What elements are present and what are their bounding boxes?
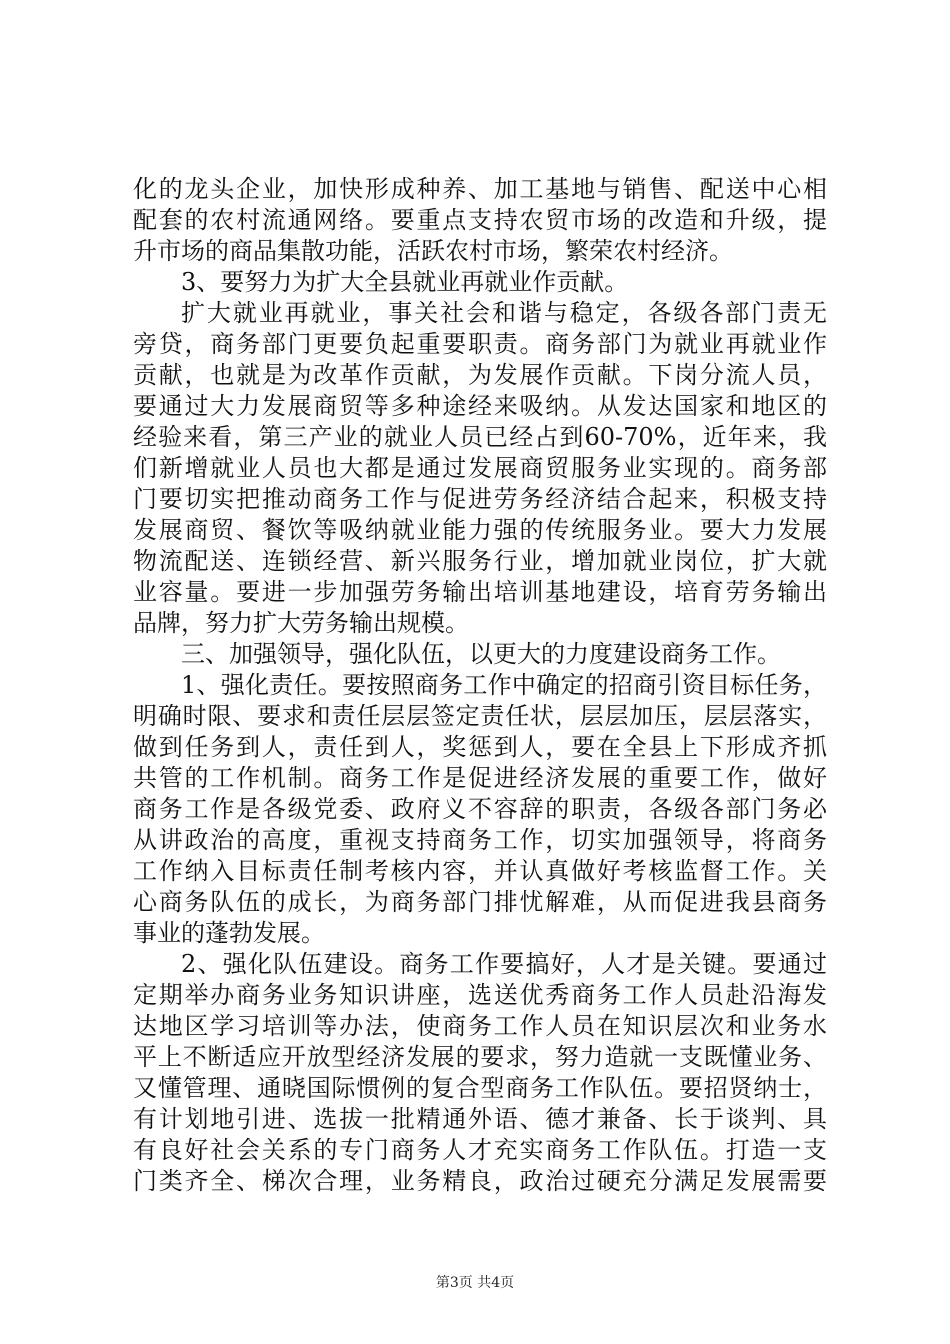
text-line: 平上不断适应开放型经济发展的要求，努力造就一支既懂业务、 <box>133 1043 827 1071</box>
text-line: 配套的农村流通网络。要重点支持农贸市场的改造和升级，提 <box>133 206 827 234</box>
text-line: 要通过大力发展商贸等多种途经来吸纳。从发达国家和地区的 <box>133 392 827 420</box>
text-line: 品牌，努力扩大劳务输出规模。 <box>133 609 469 637</box>
text-line: 有计划地引进、选拔一批精通外语、德才兼备、长于谈判、具 <box>133 1105 827 1133</box>
text-line: 定期举办商务业务知识讲座，选送优秀商务工作人员赴沿海发 <box>133 981 827 1009</box>
text-line: 共管的工作机制。商务工作是促进经济发展的重要工作，做好 <box>133 764 827 792</box>
text-line: 升市场的商品集散功能，活跃农村市场，繁荣农村经济。 <box>133 237 733 265</box>
text-line: 2、强化队伍建设。商务工作要搞好，人才是关键。要通过 <box>181 950 827 978</box>
page-number-label: 第3页 共4页 <box>435 1275 515 1291</box>
text-line: 贡献，也就是为改革作贡献，为发展作贡献。下岗分流人员， <box>133 361 827 389</box>
text-line: 又懂管理、通晓国际惯例的复合型商务工作队伍。要招贤纳士， <box>133 1074 827 1102</box>
text-line: 3、要努力为扩大全县就业再就业作贡献。 <box>181 268 629 296</box>
text-line: 化的龙头企业，加快形成种养、加工基地与销售、配送中心相 <box>133 175 827 203</box>
document-body <box>133 174 827 1197</box>
text-line: 工作纳入目标责任制考核内容，并认真做好考核监督工作。关 <box>133 857 827 885</box>
text-line: 事业的蓬勃发展。 <box>133 919 325 947</box>
text-line: 从讲政治的高度，重视支持商务工作，切实加强领导，将商务 <box>133 826 827 854</box>
text-line: 们新增就业人员也大都是通过发展商贸服务业实现的。商务部 <box>133 454 827 482</box>
text-line: 业容量。要进一步加强劳务输出培训基地建设，培育劳务输出 <box>133 578 827 606</box>
text-line: 扩大就业再就业，事关社会和谐与稳定，各级各部门责无 <box>181 299 827 327</box>
text-line: 达地区学习培训等办法，使商务工作人员在知识层次和业务水 <box>133 1012 827 1040</box>
text-line: 明确时限、要求和责任层层签定责任状，层层加压，层层落实， <box>133 702 827 730</box>
text-line: 心商务队伍的成长，为商务部门排忧解难，从而促进我县商务 <box>133 888 827 916</box>
page-footer <box>0 1273 950 1293</box>
text-line: 门类齐全、梯次合理，业务精良，政治过硬充分满足发展需要 <box>133 1167 827 1195</box>
text-line: 经验来看，第三产业的就业人员已经占到60-70%，近年来，我 <box>133 423 827 451</box>
text-line: 三、加强领导，强化队伍，以更大的力度建设商务工作。 <box>181 640 781 668</box>
text-line: 物流配送、连锁经营、新兴服务行业，增加就业岗位，扩大就 <box>133 547 827 575</box>
text-line: 1、强化责任。要按照商务工作中确定的招商引资目标任务， <box>181 671 827 699</box>
text-line: 商务工作是各级党委、政府义不容辞的职责，各级各部门务必 <box>133 795 827 823</box>
text-line: 发展商贸、餐饮等吸纳就业能力强的传统服务业。要大力发展 <box>133 516 827 544</box>
text-line: 有良好社会关系的专门商务人才充实商务工作队伍。打造一支 <box>133 1136 827 1164</box>
text-line: 门要切实把推动商务工作与促进劳务经济结合起来，积极支持 <box>133 485 827 513</box>
text-line: 做到任务到人，责任到人，奖惩到人，要在全县上下形成齐抓 <box>133 733 827 761</box>
text-line: 旁贷，商务部门更要负起重要职责。商务部门为就业再就业作 <box>133 330 827 358</box>
